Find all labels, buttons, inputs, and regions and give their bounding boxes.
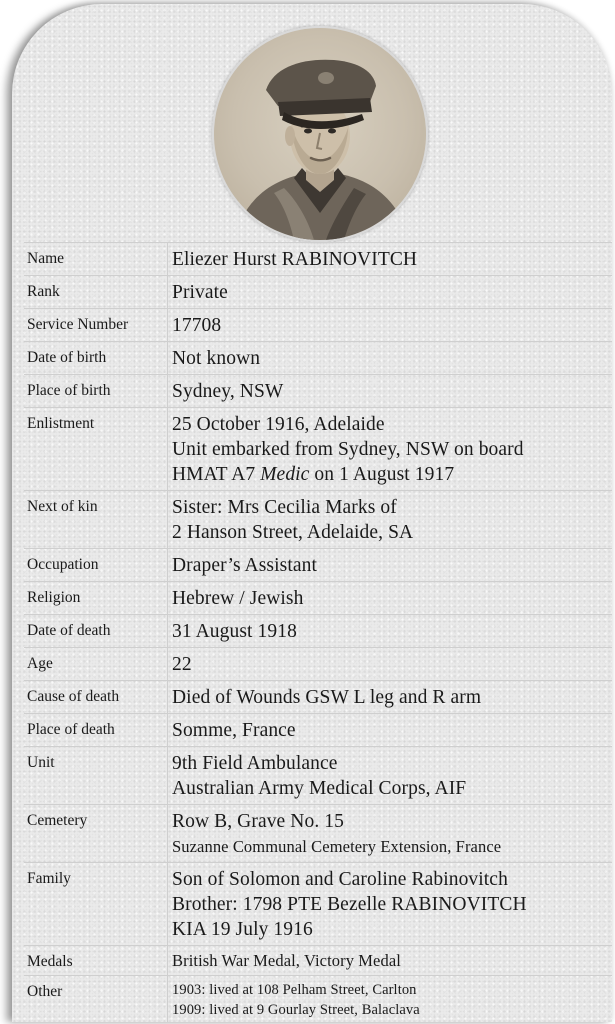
cemetery-line-1: Row B, Grave No. 15 <box>172 811 344 832</box>
table-row <box>24 549 612 582</box>
age-value: 22 <box>168 648 613 681</box>
other-label: Other <box>24 976 168 1023</box>
cemetery-label: Cemetery <box>24 805 168 863</box>
cause-of-death-value: Died of Wounds GSW L leg and R arm <box>168 681 613 714</box>
table-row <box>24 582 612 615</box>
cemetery-line-2: Suzanne Communal Cemetery Extension, France <box>172 837 502 856</box>
enlistment-line-1: 25 October 1916, Adelaide <box>172 414 385 435</box>
table-row <box>24 309 612 342</box>
other-line-2: 1909: lived at 9 Gourlay Street, Balaclava <box>172 1002 420 1018</box>
place-of-death-value: Somme, France <box>168 714 613 747</box>
next-of-kin-line-1: Sister: Mrs Cecilia Marks of <box>172 497 397 518</box>
table-row <box>24 946 612 976</box>
medals-label: Medals <box>24 946 168 976</box>
unit-label: Unit <box>24 747 168 805</box>
table-row <box>24 863 612 946</box>
next-of-kin-label: Next of kin <box>24 491 168 549</box>
next-of-kin-value <box>168 491 613 549</box>
table-row <box>24 805 612 863</box>
family-value <box>168 863 613 946</box>
unit-line-2: Australian Army Medical Corps, AIF <box>172 778 467 799</box>
table-row <box>24 408 612 491</box>
religion-value: Hebrew / Jewish <box>168 582 613 615</box>
age-label: Age <box>24 648 168 681</box>
place-of-birth-value: Sydney, NSW <box>168 375 613 408</box>
soldier-portrait <box>212 26 428 242</box>
table-row <box>24 681 612 714</box>
table-row <box>24 615 612 648</box>
other-value <box>168 976 613 1023</box>
table-row <box>24 747 612 805</box>
family-line-1: Son of Solomon and Caroline Rabinovitch <box>172 869 508 890</box>
service-number-label: Service Number <box>24 309 168 342</box>
family-line-2: Brother: 1798 PTE Bezelle RABINOVITCH <box>172 894 527 915</box>
place-of-death-label: Place of death <box>24 714 168 747</box>
rank-label: Rank <box>24 276 168 309</box>
date-of-death-label: Date of death <box>24 615 168 648</box>
next-of-kin-line-2: 2 Hanson Street, Adelaide, SA <box>172 522 414 543</box>
other-line-1: 1903: lived at 108 Pelham Street, Carlton <box>172 982 417 998</box>
occupation-label: Occupation <box>24 549 168 582</box>
enlistment-line-3 <box>172 462 612 487</box>
occupation-value: Draper’s Assistant <box>168 549 613 582</box>
enlistment-value <box>168 408 613 491</box>
name-label: Name <box>24 243 168 276</box>
table-row <box>24 976 612 1023</box>
family-line-3: KIA 19 July 1916 <box>172 919 313 940</box>
table-row <box>24 342 612 375</box>
service-record-table <box>24 242 612 1022</box>
family-label: Family <box>24 863 168 946</box>
cause-of-death-label: Cause of death <box>24 681 168 714</box>
date-of-birth-label: Date of birth <box>24 342 168 375</box>
rank-value: Private <box>168 276 613 309</box>
enlistment-ship-name: Medic <box>260 464 310 485</box>
service-number-value: 17708 <box>168 309 613 342</box>
enlistment-line-2: Unit embarked from Sydney, NSW on board <box>172 439 524 460</box>
name-value: Eliezer Hurst RABINOVITCH <box>168 243 613 276</box>
headstone-card <box>12 4 612 1022</box>
date-of-birth-value: Not known <box>168 342 613 375</box>
table-row <box>24 648 612 681</box>
cemetery-value <box>168 805 613 863</box>
religion-label: Religion <box>24 582 168 615</box>
table-row <box>24 375 612 408</box>
enlistment-label: Enlistment <box>24 408 168 491</box>
table-row <box>24 491 612 549</box>
place-of-birth-label: Place of birth <box>24 375 168 408</box>
medals-value: British War Medal, Victory Medal <box>168 946 613 976</box>
enlistment-ship-suffix: on 1 August 1917 <box>309 464 455 485</box>
portrait-illustration <box>214 28 426 240</box>
table-row <box>24 243 612 276</box>
date-of-death-value: 31 August 1918 <box>168 615 613 648</box>
table-row <box>24 714 612 747</box>
unit-line-1: 9th Field Ambulance <box>172 753 338 774</box>
table-row <box>24 276 612 309</box>
enlistment-ship-prefix: HMAT A7 <box>172 464 261 485</box>
unit-value <box>168 747 613 805</box>
